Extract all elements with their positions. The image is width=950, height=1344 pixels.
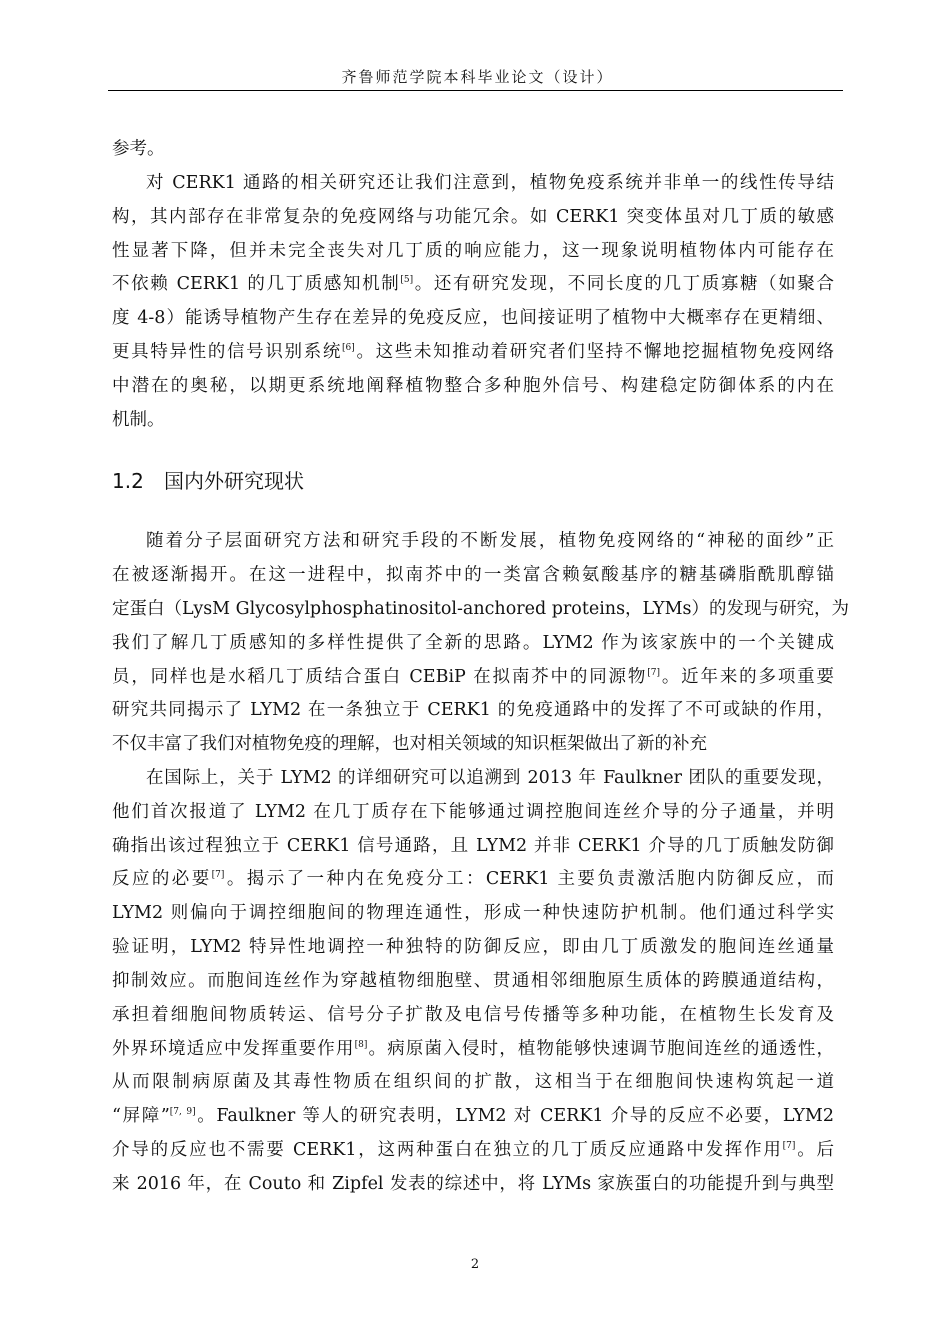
text-line: 构，其内部存在非常复杂的免疫网络与功能冗余。如 CERK1 突变体虽对几丁质的敏感 [112,207,834,227]
text-line [112,337,834,367]
text-span: 。揭示了一种内在免疫分工：CERK1 主要负责激活胞内防御反应，而 [224,869,835,889]
text-line: 随着分子层面研究方法和研究手段的不断发展，植物免疫网络的“神秘的面纱”正 [146,531,834,551]
text-line: 来 2016 年，在 Couto 和 Zipfel 发表的综述中，将 LYMs 家族蛋白的功能提升到与典型 [112,1174,834,1194]
text-line: 在国际上，关于 LYM2 的详细研究可以追溯到 2013 年 Faulkner 团队的重要发现， [146,768,834,788]
text-span: 反应的必要 [112,869,212,889]
text-span: 介导的反应也不需要 CERK1，这两种蛋白在独立的几丁质反应通路中发挥作用 [112,1140,783,1160]
text-line: 不仅丰富了我们对植物免疫的理解，也对相关领域的知识框架做出了新的补充 [112,734,707,754]
text-span: 。这些未知推动着研究者们坚持不懈地挖掘植物免疫网络 [354,342,835,362]
text-span: 。还有研究发现，不同长度的几丁质寡糖（如聚合 [413,274,834,294]
text-line: LYM2 则偏向于调控细胞间的物理连通性，形成一种快速防护机制。他们通过科学实 [112,903,834,923]
text-span: 。后 [795,1140,835,1160]
text-span: 更具特异性的信号识别系统 [112,342,343,362]
text-span: 。Faulkner 等人的研究表明，LYM2 对 CERK1 介导的反应不必要，LYM2 [195,1106,834,1126]
text-line [112,269,834,299]
text-span: 不依赖 CERK1 的几丁质感知机制 [112,274,401,294]
page-number: 2 [470,1257,480,1272]
text-line: 研究共同揭示了 LYM2 在一条独立于 CERK1 的免疫通路中的发挥了不可或缺的作用， [112,700,834,720]
text-line: 确指出该过程独立于 CERK1 信号通路，且 LYM2 并非 CERK1 介导的几丁质触发防御 [112,836,834,856]
text-line: 他们首次报道了 LYM2 在几丁质存在下能够通过调控胞间连丝介导的分子通量，并明 [112,802,834,822]
text-line [112,1135,834,1165]
section-title: 国内外研究现状 [164,469,304,493]
text-span: 员，同样也是水稻几丁质结合蛋白 CEBiP 在拟南芥中的同源物 [112,667,648,687]
text-line [112,864,834,894]
text-line: 对 CERK1 通路的相关研究还让我们注意到，植物免疫系统并非单一的线性传导结 [146,173,834,193]
citation: [7] [782,1141,796,1151]
text-line: 验证明，LYM2 特异性地调控一种独特的防御反应，即由几丁质激发的胞间连丝通量 [112,937,834,957]
text-line: 度 4-8）能诱导植物产生存在差异的免疫反应，也间接证明了植物中大概率存在更精细、 [112,308,834,328]
header-divider [108,90,843,91]
citation: [7] [647,668,660,678]
section-number: 1.2 [112,469,144,493]
citation: [7, 9] [169,1107,196,1117]
text-line: 中潜在的奥秘，以期更系统地阐释植物整合多种胞外信号、构建稳定防御体系的内在 [112,376,834,396]
citation: [8] [354,1040,368,1050]
text-line: 承担着细胞间物质转运、信号分子扩散及电信号传播等多种功能，在植物生长发育及 [112,1005,834,1025]
text-line [112,1101,834,1131]
text-line [112,662,834,692]
text-line: 参考。 [112,139,165,159]
text-line: 机制。 [112,410,165,430]
citation: [6] [342,343,355,353]
text-span: 外界环境适应中发挥重要作用 [112,1039,355,1059]
text-line [112,1034,834,1064]
text-line: 抑制效应。而胞间连丝作为穿越植物细胞壁、贯通相邻细胞原生质体的跨膜通道结构， [112,971,834,991]
text-line: 性显著下降，但并未完全丧失对几丁质的响应能力，这一现象说明植物体内可能存在 [112,241,834,261]
text-line: 定蛋白（LysM Glycosylphosphatinositol-anchored proteins，LYMs）的发现与研究，为 [112,599,850,619]
text-span: “屏障” [112,1106,170,1126]
text-line: 从而限制病原菌及其毒性物质在组织间的扩散，这相当于在细胞间快速构筑起一道 [112,1072,834,1092]
thesis-header-title: 齐鲁师范学院本科毕业论文（设计） [341,68,614,86]
text-line: 我们了解几丁质感知的多样性提供了全新的思路。LYM2 作为该家族中的一个关键成 [112,633,834,653]
text-span: 。近年来的多项重要 [659,667,834,687]
text-span: 。病原菌入侵时，植物能够快速调节胞间连丝的通透性， [367,1039,835,1059]
citation: [7] [211,870,225,880]
citation: [5] [400,275,414,285]
section-heading [112,466,304,496]
text-line: 在被逐渐揭开。在这一进程中，拟南芥中的一类富含赖氨酸基序的糖基磷脂酰肌醇锚 [112,565,834,585]
